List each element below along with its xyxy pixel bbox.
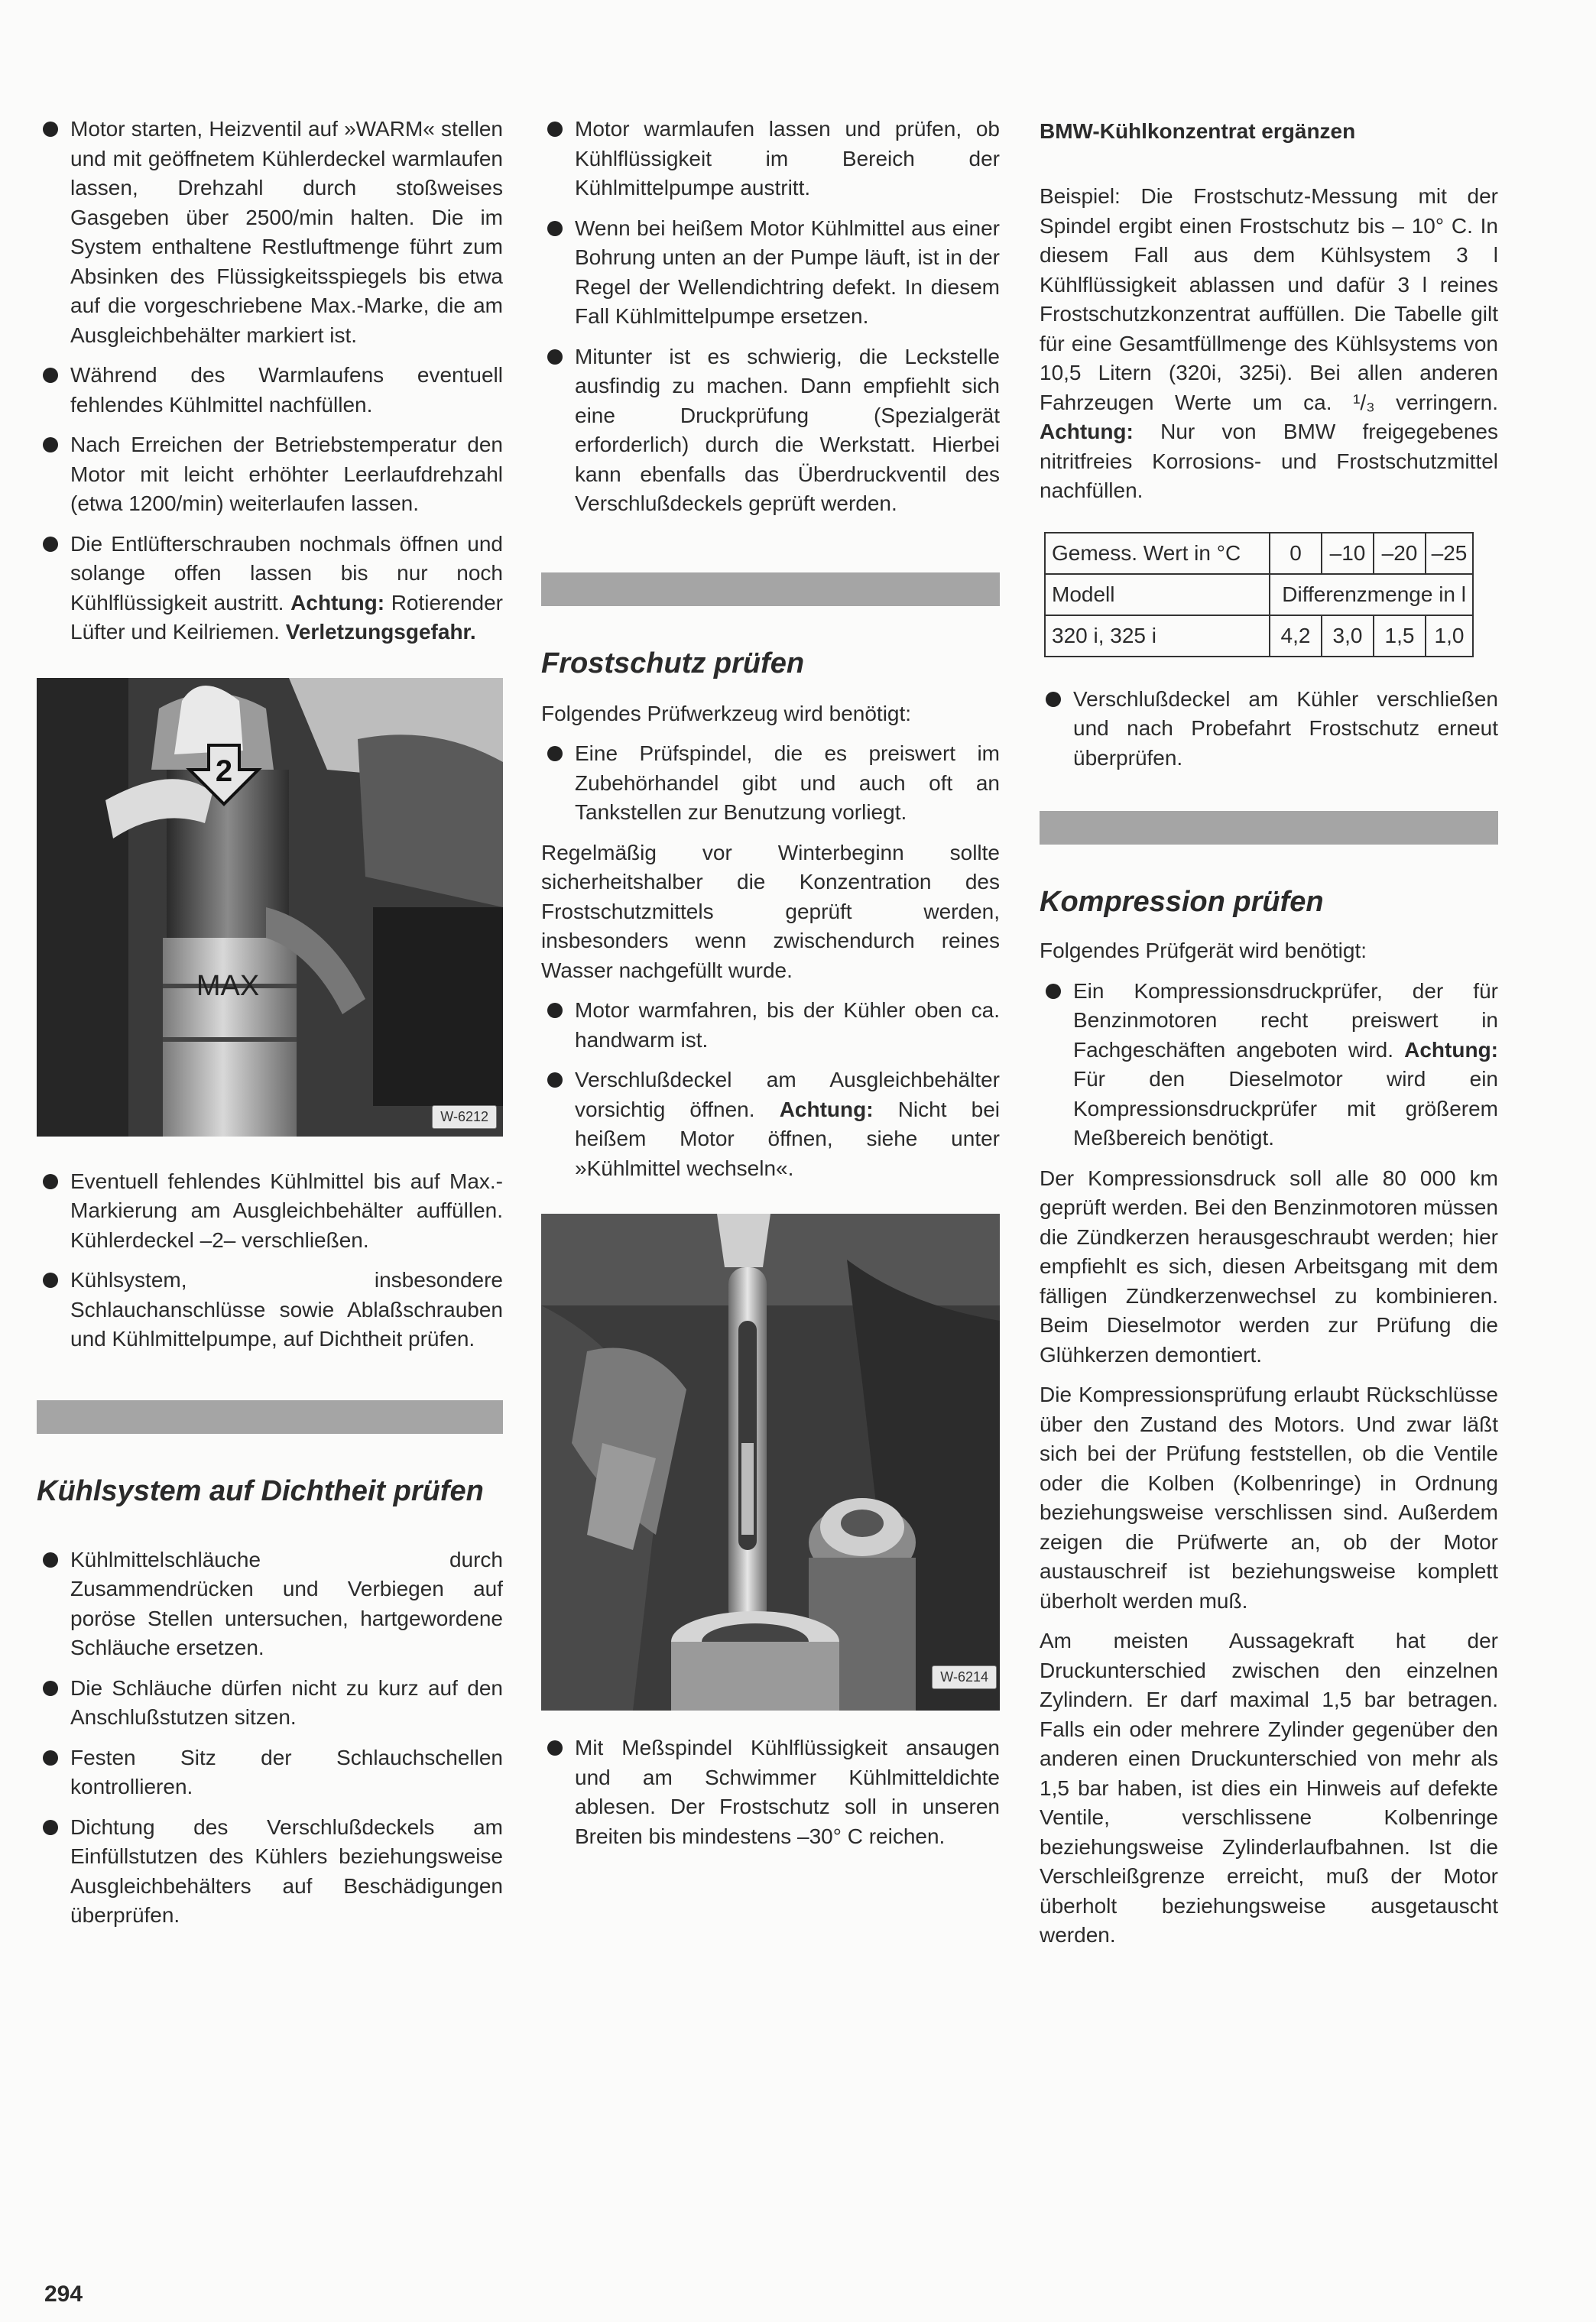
- bullet-item: Eventuell fehlendes Kühlmittel bis auf Max.-Markierung am Ausgleichbehälter auffüllen. Kühlerdeckel –2– verschließen.: [37, 1167, 503, 1256]
- photo-code: W-6212: [432, 1105, 497, 1129]
- section-divider: [1040, 811, 1498, 845]
- column-2: [541, 115, 1000, 1862]
- table-row: [1045, 533, 1473, 574]
- bullet-item: Wenn bei heißem Motor Kühlmittel aus einer Bohrung unten an der Pumpe läuft, ist in der Regel der Wellendichtring defekt. In diesem Fall Kühlmittelpumpe ersetzen.: [541, 214, 1000, 332]
- warning-text: Rotierender Lüfter und Keilriemen.: [70, 590, 503, 644]
- warning-label: Achtung:: [290, 590, 385, 615]
- bullet-item-cap: [541, 1065, 1000, 1183]
- photo-illustration: [37, 678, 503, 1137]
- bullet-text: Verschlußdeckel am Ausgleichbehälter vorsichtig öffnen.: [575, 1068, 1000, 1121]
- column-3: [1040, 115, 1498, 1961]
- paragraph: Am meisten Aussagekraft hat der Druckunterschied zwischen den einzelnen Zylindern. Er darf maximal 1,5 bar betragen. Falls ein oder mehrere Zylinder gegenüber den anderen einen Druckunterschied von mehr als 1,5 bar haben, ist dies ein Hinweis auf defekte Ventile, verschlissene Kolbenringe beziehungsweise Zylinderlaufbahnen. Ist die Verschleißgrenze erreicht, muß der Motor überholt beziehungsweise ausgetauscht werden.: [1040, 1629, 1498, 1947]
- photo-coolant-reservoir: [37, 678, 503, 1137]
- concentrate-table: [1044, 532, 1474, 657]
- warning-text: Nicht bei heißem Motor öffnen, siehe unter »Kühlmittel wechseln«.: [575, 1097, 1000, 1180]
- section-divider: [541, 572, 1000, 606]
- danger-label: Verletzungsgefahr.: [285, 620, 476, 644]
- table-cell: 1,0: [1426, 615, 1473, 657]
- photo-code: W-6214: [932, 1665, 997, 1689]
- subheading: BMW-Kühlkonzentrat ergänzen: [1040, 119, 1356, 143]
- table-cell: –20: [1374, 533, 1426, 574]
- column-1: [37, 115, 503, 1941]
- bullet-item: Während des Warmlaufens eventuell fehlendes Kühlmittel nachfüllen.: [37, 361, 503, 420]
- table-cell: 4,2: [1270, 615, 1322, 657]
- bullet-item: Kühlmittelschläuche durch Zusammendrücken und Verbiegen auf poröse Stellen untersuchen, hartgewordene Schläuche ersetzen.: [37, 1545, 503, 1663]
- bullet-item: Dichtung des Verschlußdeckels am Einfüllstutzen des Kühlers beziehungsweise Ausgleichbehälters auf Beschädigungen überprüfen.: [37, 1813, 503, 1931]
- intro-text: Folgendes Prüfgerät wird benötigt:: [1040, 939, 1367, 962]
- bullet-item: Verschlußdeckel am Kühler verschließen und nach Probefahrt Frostschutz erneut überprüfen.: [1040, 685, 1498, 773]
- intro-text: Folgendes Prüfwerkzeug wird benötigt:: [541, 701, 912, 725]
- table-cell: 0: [1270, 533, 1322, 574]
- table-row: [1045, 574, 1473, 615]
- table-row: [1045, 615, 1473, 657]
- bullet-item: Motor starten, Heizventil auf »WARM« stellen und mit geöffnetem Kühlerdeckel warmlaufen lassen, Drehzahl durch stoßweises Gasgeben über 2500/min halten. Die im System enthaltene Restluftmenge führt zum Absinken des Flüssigkeitsspiegels bis etwa auf die vorgeschriebene Max.-Marke, die am Ausgleichbehälter markiert ist.: [37, 115, 503, 350]
- warning-label: Achtung:: [779, 1097, 874, 1121]
- section-divider: [37, 1400, 503, 1434]
- paragraph: Regelmäßig vor Winterbeginn sollte sicherheitshalber die Konzentration des Frostschutzmittels geprüft werden, insbesonders wenn zwischendurch reines Wasser nachgefüllt wurde.: [541, 840, 1000, 982]
- bullet-text: Die Entlüfterschrauben nochmals öffnen und solange offen lassen bis nur noch Kühlflüssigkeit austritt.: [70, 531, 503, 615]
- bullet-item: Mitunter ist es schwierig, die Leckstelle ausfindig zu machen. Dann empfiehlt sich eine Druckprüfung (Spezialgerät erforderlich) durch die Werkstatt. Hierbei kann ebenfalls das Überdruckventil des Verschlußdeckels geprüft werden.: [541, 342, 1000, 519]
- bullet-item-tool: [1040, 977, 1498, 1153]
- table-cell: –10: [1322, 533, 1374, 574]
- paragraph: [1040, 182, 1498, 506]
- table-cell: 1,5: [1374, 615, 1426, 657]
- paragraph-text: Beispiel: Die Frostschutz-Messung mit der Spindel ergibt einen Frostschutz bis – 10° C. In diesem Fall aus dem Kühlsystem 3 l Kühlflüssigkeit ablassen und dafür 3 l reines Frostschutzkonzentrat auffüllen. Die Tabelle gilt für eine Gesamtfüllmenge des Kühlsystems von 10,5 Litern (320i, 325i). Bei allen anderen Fahrzeugen Werte um ca. ¹/₃ verringern.: [1040, 184, 1498, 414]
- warning-label: Achtung:: [1040, 420, 1134, 443]
- table-cell: –25: [1426, 533, 1473, 574]
- bullet-text: Ein Kompressionsdruckprüfer, der für Benzinmotoren recht preiswert in Fachgeschäften angeboten wird.: [1073, 978, 1498, 1062]
- bullet-item: Motor warmfahren, bis der Kühler oben ca. handwarm ist.: [541, 996, 1000, 1055]
- section-title: Kompression prüfen: [1040, 886, 1324, 918]
- paragraph-text: Nur von BMW freigegebenes nitritfreies Korrosions- und Frostschutzmittel nachfüllen.: [1040, 420, 1498, 502]
- bullet-item: Die Schläuche dürfen nicht zu kurz auf den Anschlußstutzen sitzen.: [37, 1674, 503, 1733]
- bullet-item: Nach Erreichen der Betriebstemperatur den Motor mit leicht erhöhter Leerlaufdrehzahl (etwa 1200/min) weiterlaufen lassen.: [37, 430, 503, 519]
- page-number: 294: [44, 2281, 83, 2307]
- bullet-item: Festen Sitz der Schlauchschellen kontrollieren.: [37, 1743, 503, 1802]
- section-title: Kühlsystem auf Dichtheit prüfen: [37, 1474, 484, 1507]
- max-marking: MAX: [196, 969, 260, 1002]
- section-title: Frostschutz prüfen: [541, 647, 805, 679]
- bullet-item-vent: [37, 530, 503, 647]
- bullet-item: Mit Meßspindel Kühlflüssigkeit ansaugen und am Schwimmer Kühlmitteldichte ablesen. Der Frostschutz soll in unseren Breiten bis mindestens –30° C reichen.: [541, 1733, 1000, 1851]
- warning-label: Achtung:: [1404, 1037, 1498, 1062]
- paragraph: Die Kompressionsprüfung erlaubt Rückschlüsse über den Zustand des Motors. Und zwar läßt sich bei der Prüfung feststellen, ob die Ventile oder die Kolben (Kolbenringe) in Ordnung beziehungsweise verschlissen sind. Außerdem zeigen die Prüfwerte an, ob der Motor austauschreif ist beziehungsweise komplett überholt werden muß.: [1040, 1383, 1498, 1613]
- table-cell: 320 i, 325 i: [1045, 615, 1270, 657]
- callout-number: 2: [215, 754, 233, 788]
- bullet-item: Eine Prüfspindel, die es preiswert im Zubehörhandel gibt und auch oft an Tankstellen zur Benutzung vorliegt.: [541, 739, 1000, 828]
- paragraph: Der Kompressionsdruck soll alle 80 000 km geprüft werden. Bei den Benzinmotoren müssen die Zündkerzen herausgeschraubt werden; hier empfiehlt es sich, diesen Arbeitsgang mit dem fälligen Zündkerzenwechsel zu kombinieren. Beim Dieselmotor werden zur Prüfung die Glühkerzen demontiert.: [1040, 1166, 1498, 1367]
- table-cell: Gemess. Wert in °C: [1045, 533, 1270, 574]
- photo-hydrometer: [541, 1214, 1000, 1711]
- table-cell: Differenzmenge in l: [1270, 574, 1473, 615]
- table-cell: 3,0: [1322, 615, 1374, 657]
- warning-text: Für den Dieselmotor wird ein Kompressionsdruckprüfer mit größerem Meßbereich benötigt.: [1073, 1067, 1498, 1150]
- table-cell: Modell: [1045, 574, 1270, 615]
- bullet-item: Motor warmlaufen lassen und prüfen, ob Kühlflüssigkeit im Bereich der Kühlmittelpumpe austritt.: [541, 115, 1000, 203]
- bullet-item: Kühlsystem, insbesondere Schlauchanschlüsse sowie Ablaßschrauben und Kühlmittelpumpe, auf Dichtheit prüfen.: [37, 1266, 503, 1354]
- photo-illustration: [541, 1214, 1000, 1711]
